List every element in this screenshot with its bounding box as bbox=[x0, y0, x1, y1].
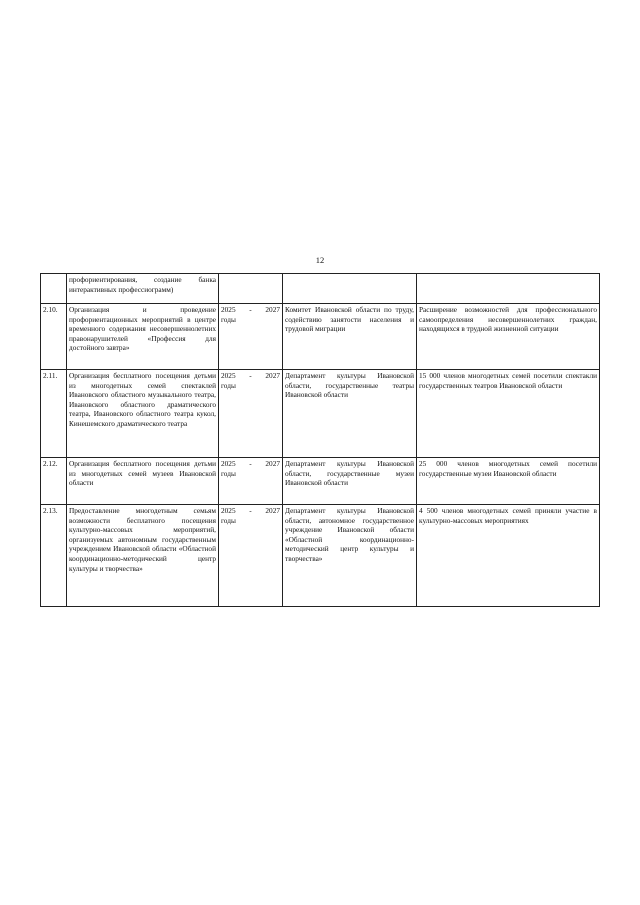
term-to: 2027 bbox=[265, 371, 280, 380]
term-range bbox=[221, 459, 280, 469]
cell-activity: Организация бесплатного посещения детьми из многодетных семей музеев Ивановской области bbox=[67, 458, 219, 505]
term-dash: - bbox=[249, 459, 252, 468]
cell-result: 4 500 членов многодетных семей приняли участие в культурно-массовых мероприятиях bbox=[417, 505, 600, 607]
cell-executor bbox=[283, 274, 417, 304]
term-range bbox=[221, 506, 280, 516]
term-range bbox=[221, 371, 280, 381]
page-number: 12 bbox=[315, 255, 325, 265]
cell-result: 25 000 членов многодетных семей посетили государственные музеи Ивановской области bbox=[417, 458, 600, 505]
term-dash: - bbox=[249, 305, 252, 314]
term-dash: - bbox=[249, 371, 252, 380]
term-from: 2025 bbox=[221, 305, 236, 314]
cell-result: 15 000 членов многодетных семей посетили спектакли государственных театров Ивановской области bbox=[417, 370, 600, 458]
term-suffix: годы bbox=[221, 468, 236, 478]
table-row-continuation bbox=[41, 274, 600, 304]
cell-executor: Департамент культуры Ивановской области, автономное государственное учреждение Ивановской области «Областной координационно-методический центр культуры и творчества» bbox=[283, 505, 417, 607]
cell-term bbox=[219, 274, 283, 304]
cell-activity: профориентирования, создание банка интерактивных профессиограмм) bbox=[67, 274, 219, 304]
table-row bbox=[41, 370, 600, 458]
term-suffix: годы bbox=[221, 380, 236, 390]
table-row bbox=[41, 505, 600, 607]
cell-term bbox=[219, 458, 283, 505]
cell-num: 2.13. bbox=[41, 505, 67, 607]
cell-activity: Предоставление многодетным семьям возможности бесплатного посещения культурно-массовых мероприятий, организуемых автономным государственным учреждением Ивановской области «Областной координационно-методический центр культуры и творчества» bbox=[67, 505, 219, 607]
term-to: 2027 bbox=[265, 506, 280, 515]
cell-executor: Комитет Ивановской области по труду, содействию занятости населения и трудовой миграции bbox=[283, 304, 417, 370]
term-to: 2027 bbox=[265, 459, 280, 468]
term-to: 2027 bbox=[265, 305, 280, 314]
cell-term bbox=[219, 370, 283, 458]
term-suffix: годы bbox=[221, 314, 236, 324]
cell-result: Расширение возможностей для профессионального самоопределения несовершеннолетних граждан, находящихся в трудной жизненной ситуации bbox=[417, 304, 600, 370]
cell-num: 2.12. bbox=[41, 458, 67, 505]
term-suffix: годы bbox=[221, 515, 236, 525]
cell-result bbox=[417, 274, 600, 304]
term-dash: - bbox=[249, 506, 252, 515]
table-row bbox=[41, 304, 600, 370]
cell-term bbox=[219, 505, 283, 607]
cell-term bbox=[219, 304, 283, 370]
cell-activity: Организация и проведение профориентационных мероприятий в центре временного содержания несовершеннолетних правонарушителей «Профессия для достойного завтра» bbox=[67, 304, 219, 370]
cell-num: 2.10. bbox=[41, 304, 67, 370]
cell-num: 2.11. bbox=[41, 370, 67, 458]
cell-executor: Департамент культуры Ивановской области, государственные музеи Ивановской области bbox=[283, 458, 417, 505]
cell-activity: Организация бесплатного посещения детьми из многодетных семей спектаклей Ивановского областного музыкального театра, Ивановского областного драматического театра, Ивановского областного театра кукол, Кинешемского драматического театра bbox=[67, 370, 219, 458]
term-range bbox=[221, 305, 280, 315]
cell-num bbox=[41, 274, 67, 304]
term-from: 2025 bbox=[221, 506, 236, 515]
table-row bbox=[41, 458, 600, 505]
cell-executor: Департамент культуры Ивановской области, государственные театры Ивановской области bbox=[283, 370, 417, 458]
measures-table bbox=[40, 273, 600, 607]
term-from: 2025 bbox=[221, 371, 236, 380]
term-from: 2025 bbox=[221, 459, 236, 468]
